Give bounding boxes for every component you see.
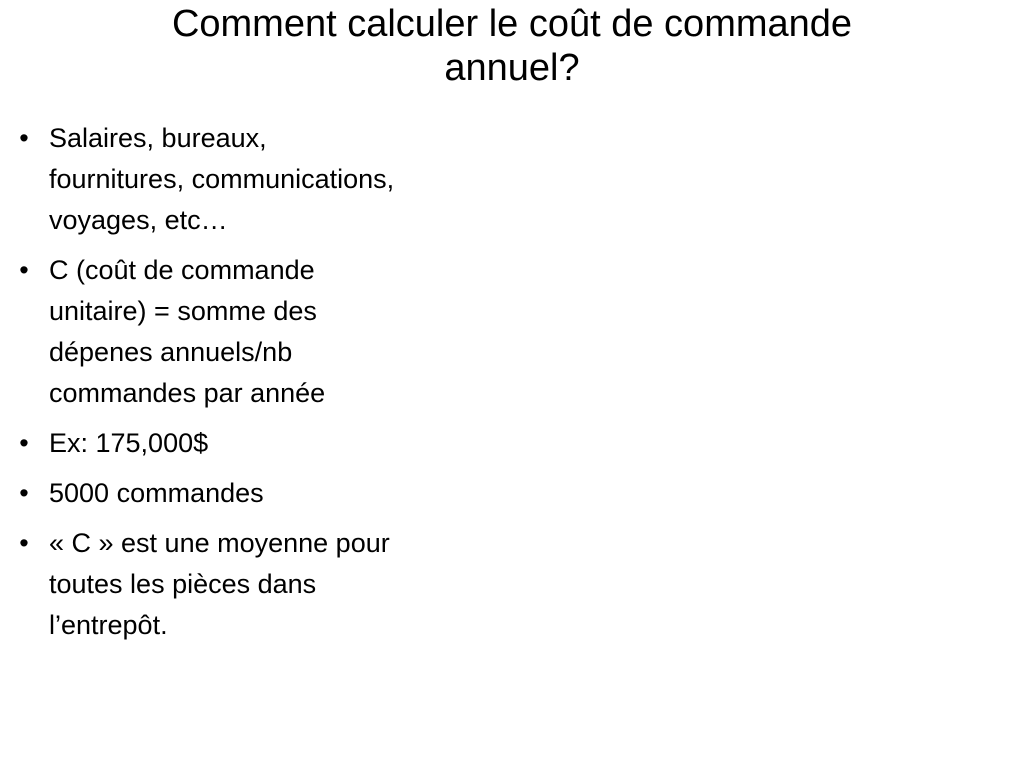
slide-title: [40, 2, 984, 90]
bullet-line: dépenes annuels/nb: [49, 337, 293, 367]
bullet-list: [14, 118, 494, 655]
bullet-line: C (coût de commande: [49, 255, 315, 285]
bullet-dot-icon: •: [19, 255, 29, 285]
bullet-line: voyages, etc…: [49, 205, 228, 235]
bullet-text: [49, 250, 494, 414]
bullet-item-average: [14, 523, 494, 646]
bullet-text: [49, 523, 494, 646]
bullet-dot-icon: •: [19, 528, 29, 558]
bullet-item-example: [14, 423, 494, 464]
bullet-line: Salaires, bureaux,: [49, 123, 267, 153]
bullet-text: [49, 423, 494, 464]
slide-title-line: annuel?: [444, 47, 580, 89]
bullet-item-formula: [14, 250, 494, 414]
bullet-dot-icon: •: [19, 123, 29, 153]
bullet-dot-icon: •: [19, 428, 29, 458]
bullet-line: l’entrepôt.: [49, 610, 168, 640]
bullet-line: commandes par année: [49, 378, 326, 408]
bullet-line: toutes les pièces dans: [49, 569, 317, 599]
bullet-text: [49, 473, 494, 514]
bullet-dot-icon: •: [19, 478, 29, 508]
bullet-text: [49, 118, 494, 241]
bullet-item-orders: [14, 473, 494, 514]
bullet-line: fournitures, communications,: [49, 164, 395, 194]
bullet-item-costs: [14, 118, 494, 241]
bullet-line: unitaire) = somme des: [49, 296, 317, 326]
slide-title-line: Comment calculer le coût de commande: [171, 3, 853, 45]
bullet-line: Ex: 175,000$: [49, 428, 209, 458]
bullet-line: 5000 commandes: [49, 478, 264, 508]
bullet-line: « C » est une moyenne pour: [49, 528, 390, 558]
